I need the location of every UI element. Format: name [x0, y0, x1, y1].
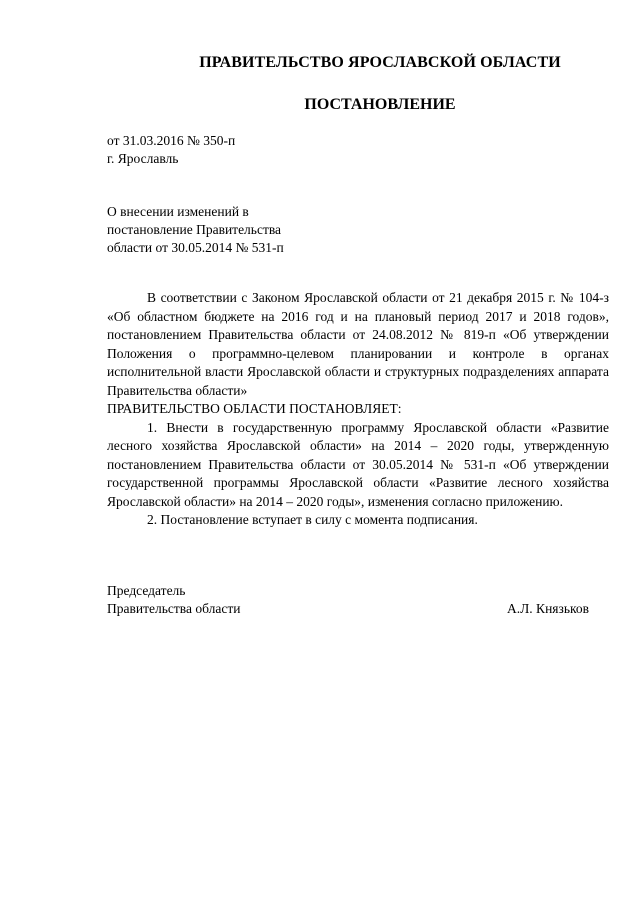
resolution-item-2: 2. Постановление вступает в силу с момента подписания. — [147, 512, 478, 527]
document-meta — [107, 132, 235, 168]
signer-name: А.Л. Князьков — [507, 601, 589, 616]
document-body — [107, 289, 609, 530]
signer-title-line1: Председатель — [107, 583, 186, 598]
resolution-heading: ПРАВИТЕЛЬСТВО ОБЛАСТИ ПОСТАНОВЛЯЕТ: — [107, 401, 402, 416]
signature-block — [107, 582, 589, 618]
document-type-title: ПОСТАНОВЛЕНИЕ — [304, 96, 456, 113]
subject-line: О внесении изменений в — [107, 204, 249, 219]
signer-title-line2: Правительства области — [107, 601, 241, 616]
document-city: г. Ярославль — [107, 151, 179, 166]
preamble-paragraph: В соответствии с Законом Ярославской области от 21 декабря 2015 г. № 104-з «Об областном бюджете на 2016 год и на плановый период 2017 и 2018 годов», постановлением Правительства области от 24.08.2012 № 819-п «Об утверждении Положения о программно-целевом планировании и контроле в органах исполнительной власти Ярославской области и структурных подразделениях аппарата Правительства области» — [107, 290, 609, 398]
document-date-number: от 31.03.2016 № 350-п — [107, 133, 236, 148]
resolution-item-1: 1. Внести в государственную программу Ярославской области «Развитие лесного хозяйства Ярославской области» на 2014 – 2020 годы, утвержденную постановлением Правительства области от 30.05.2014 № 531-п «Об утверждении государственной программы Ярославской области «Развитие лесного хозяйства Ярославской области» на 2014 – 2020 годы», изменения согласно приложению. — [107, 419, 609, 509]
subject-line: области от 30.05.2014 № 531-п — [107, 240, 284, 255]
document-subject — [107, 203, 284, 257]
subject-line: постановление Правительства — [107, 222, 282, 237]
signature-row — [107, 600, 589, 618]
government-title: ПРАВИТЕЛЬСТВО ЯРОСЛАВСКОЙ ОБЛАСТИ — [199, 54, 561, 71]
